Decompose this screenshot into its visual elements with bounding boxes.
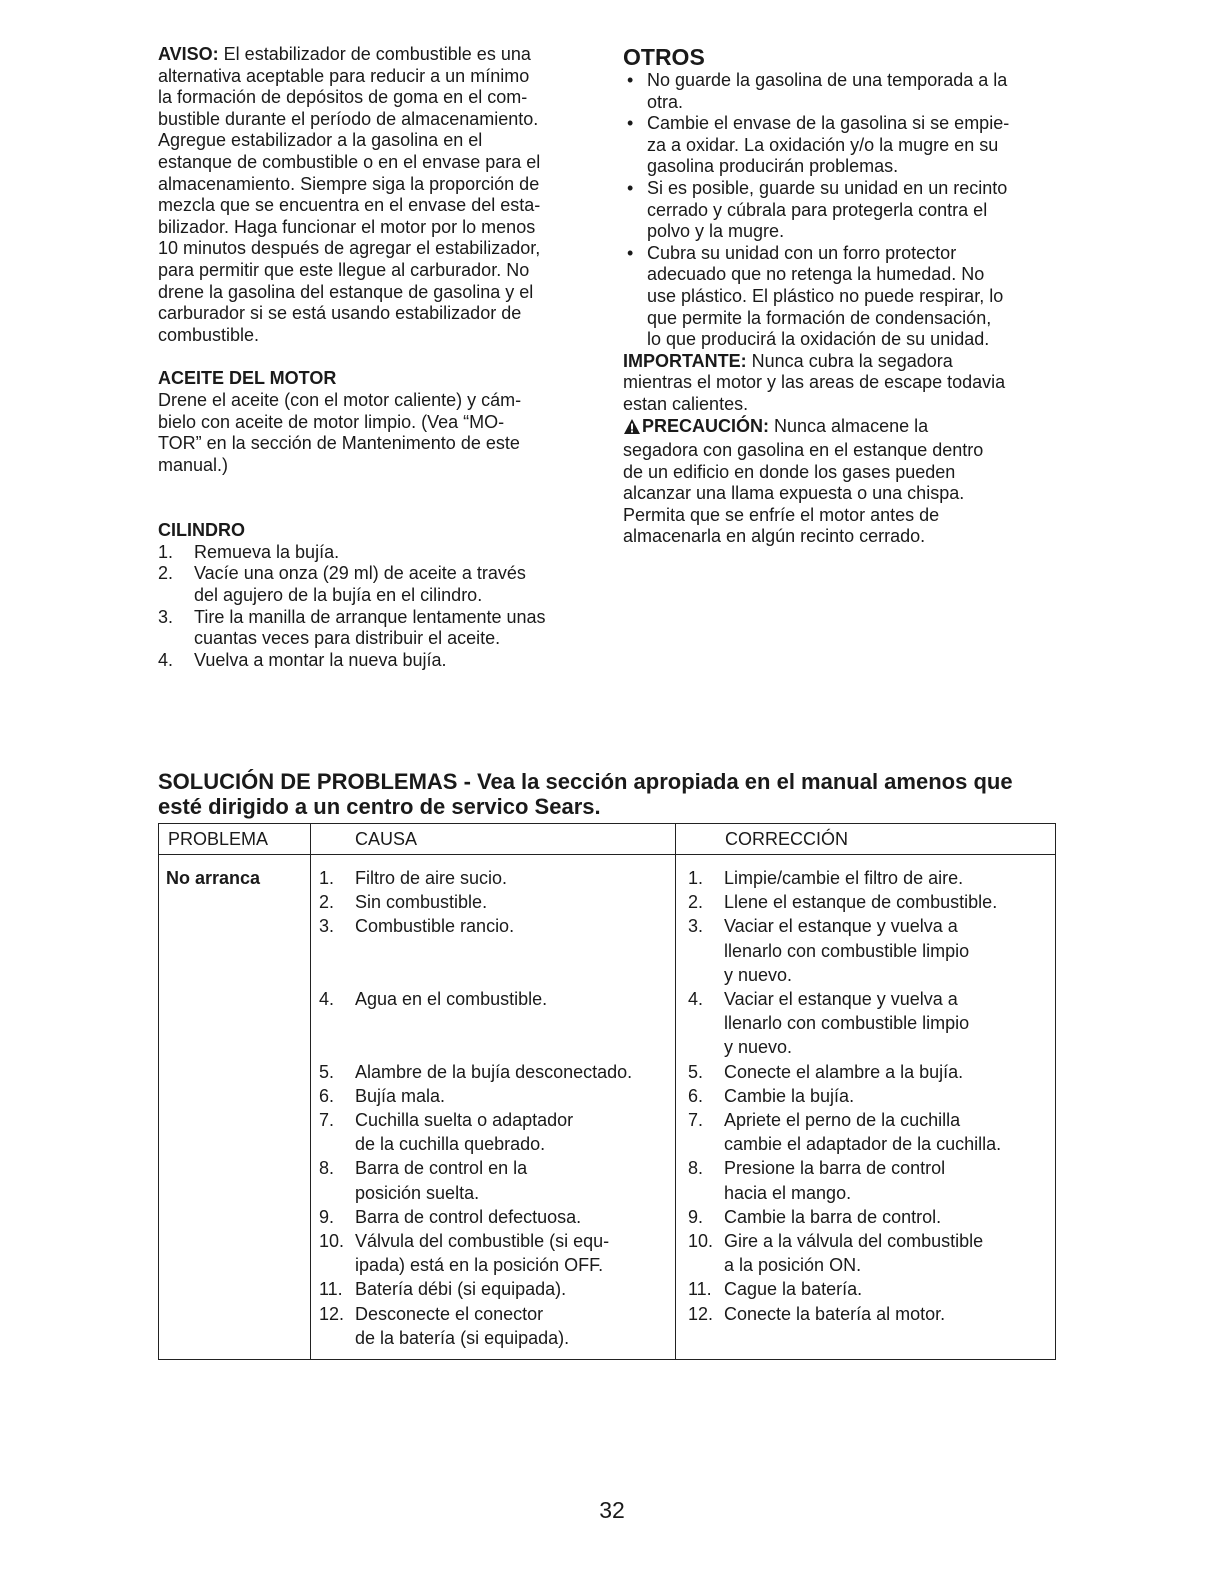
aviso-label: AVISO: bbox=[158, 44, 219, 64]
page-number: 32 bbox=[599, 1497, 625, 1523]
table-row: 12. Desconecte el conector de la batería (si equipada). bbox=[319, 1303, 570, 1348]
bullet-icon: • bbox=[627, 242, 634, 263]
table-row: 12. Conecte la batería al motor. bbox=[688, 1303, 946, 1324]
warning-triangle-icon bbox=[623, 418, 641, 441]
cilindro-heading: CILINDRO bbox=[158, 520, 245, 541]
list-item: • Cambie el envase de la gasolina si se empie- za a oxidar. La oxidación y/o la mugre en su gasolina producirán problemas. bbox=[627, 113, 1010, 177]
table-row: 8. Presione la barra de control hacia el mango. bbox=[688, 1158, 946, 1203]
list-item: • Cubra su unidad con un forro protector adecuado que no retenga la humedad. No use plástico. El plástico no puede respirar, lo que permite la formación de condensación, lo que producirá la oxidación de su unidad. bbox=[627, 242, 1004, 350]
right-column bbox=[623, 44, 1063, 548]
problem-no-arranca: No arranca bbox=[166, 868, 261, 888]
header-problema: PROBLEMA bbox=[168, 829, 269, 849]
causes-column bbox=[319, 866, 669, 1350]
list-item: 3. Tire la manilla de arranque lentamente unas cuantas veces para distribuir el aceite. bbox=[158, 606, 546, 649]
table-row: 5. Alambre de la bujía desconectado. bbox=[319, 1061, 633, 1082]
table-row: 3. Vaciar el estanque y vuelva a llenarlo con combustible limpio y nuevo. bbox=[688, 916, 970, 985]
importante-label: IMPORTANTE: bbox=[623, 350, 747, 371]
table-row: 11. Cague la batería. bbox=[688, 1279, 863, 1300]
list-item: • Si es posible, guarde su unidad en un recinto cerrado y cúbrala para protegerla contra el polvo y la mugre. bbox=[627, 177, 1008, 242]
table-row: 8. Barra de control en la posición suelta. bbox=[319, 1158, 528, 1203]
table-row: 6. Cambie la bujía. bbox=[688, 1085, 855, 1106]
troubleshooting-table bbox=[158, 823, 1056, 1360]
table-row: 10. Gire a la válvula del combustible a la posición ON. bbox=[688, 1231, 984, 1276]
table-row: 4. Agua en el combustible. bbox=[319, 989, 548, 1009]
bullet-icon: • bbox=[627, 113, 634, 134]
table-row: 7. Apriete el perno de la cuchilla cambie el adaptador de la cuchilla. bbox=[688, 1110, 1002, 1155]
bullet-icon: • bbox=[627, 177, 634, 198]
header-correccion: CORRECCIÓN bbox=[725, 829, 849, 849]
otros-bullets bbox=[623, 70, 1063, 351]
table-row: 6. Bujía mala. bbox=[319, 1085, 446, 1106]
table-row: 5. Conecte el alambre a la bujía. bbox=[688, 1061, 964, 1082]
table-row: 7. Cuchilla suelta o adaptador de la cuchilla quebrado. bbox=[319, 1110, 574, 1155]
cilindro-steps bbox=[158, 542, 598, 672]
table-row: 3. Combustible rancio. bbox=[319, 916, 515, 937]
troubleshooting-title: SOLUCIÓN DE PROBLEMAS - Vea la sección apropiada en el manual amenos que esté dirigido a un centro de servico Sears. bbox=[158, 769, 1013, 819]
left-column bbox=[158, 44, 598, 671]
list-item: 1. Remueva la bujía. bbox=[158, 541, 340, 562]
corrections-column bbox=[688, 866, 1053, 1326]
importante-paragraph: IMPORTANTE: Nunca cubra la segadora mientras el motor y las areas de escape todavia estan calientes. bbox=[623, 350, 1006, 414]
table-row: 2. Sin combustible. bbox=[319, 892, 488, 913]
table-row: 9. Barra de control defectuosa. bbox=[319, 1206, 582, 1227]
precaucion-label: PRECAUCIÓN: bbox=[642, 415, 770, 436]
list-item: • No guarde la gasolina de una temporada a la otra. bbox=[627, 70, 1008, 112]
aceite-paragraph: Drene el aceite (con el motor caliente) y cám- bielo con aceite de motor limpio. (Vea “MO- TOR” en la sección de Mantenimento de este manual.) bbox=[158, 389, 522, 475]
header-causa: CAUSA bbox=[355, 829, 418, 849]
table-row: 10. Válvula del combustible (si equ- ipada) está en la posición OFF. bbox=[319, 1231, 610, 1276]
table-row: 1. Filtro de aire sucio. bbox=[319, 868, 508, 888]
aceite-heading: ACEITE DEL MOTOR bbox=[158, 368, 337, 389]
aviso-paragraph: AVISO: El estabilizador de combustible es una alternativa aceptable para reducir a un mínimo la formación de depósitos de goma en el com- bustible durante el período de almacenamiento. Agregue estabilizador a la gasolina en el estanque de combustible o en el envase para el almacenamiento. Siempre siga la proporción de mezcla que se encuentra en el envase del esta- bilizador. Haga funcionar el motor por lo menos 10 minutos después de agregar el estabilizador, para permitir que este llegue al carburador. No drene la gasolina del estanque de gasolina y el carburador si se está usando estabilizador de combustible. bbox=[158, 44, 541, 345]
precaucion-paragraph: PRECAUCIÓN: Nunca almacene la segadora con gasolina en el estanque dentro de un edificio en donde los gases pueden alcanzar una llama expuesta o una chispa. Permita que se enfríe el motor antes de almacenarla en algún recinto cerrado. bbox=[623, 415, 984, 547]
table-row: 1. Limpie/cambie el filtro de aire. bbox=[688, 868, 964, 888]
otros-heading: OTROS bbox=[623, 44, 705, 70]
table-row: 4. Vaciar el estanque y vuelva a llenarlo con combustible limpio y nuevo. bbox=[688, 989, 970, 1058]
table-row: 11. Batería débi (si equipada). bbox=[319, 1279, 567, 1300]
bullet-icon: • bbox=[627, 70, 634, 90]
list-item: 4. Vuelva a montar la nueva bujía. bbox=[158, 649, 447, 670]
table-row: 9. Cambie la barra de control. bbox=[688, 1206, 942, 1227]
table-row: 2. Llene el estanque de combustible. bbox=[688, 892, 998, 913]
list-item: 2. Vacíe una onza (29 ml) de aceite a través del agujero de la bujía en el cilindro. bbox=[158, 563, 526, 606]
